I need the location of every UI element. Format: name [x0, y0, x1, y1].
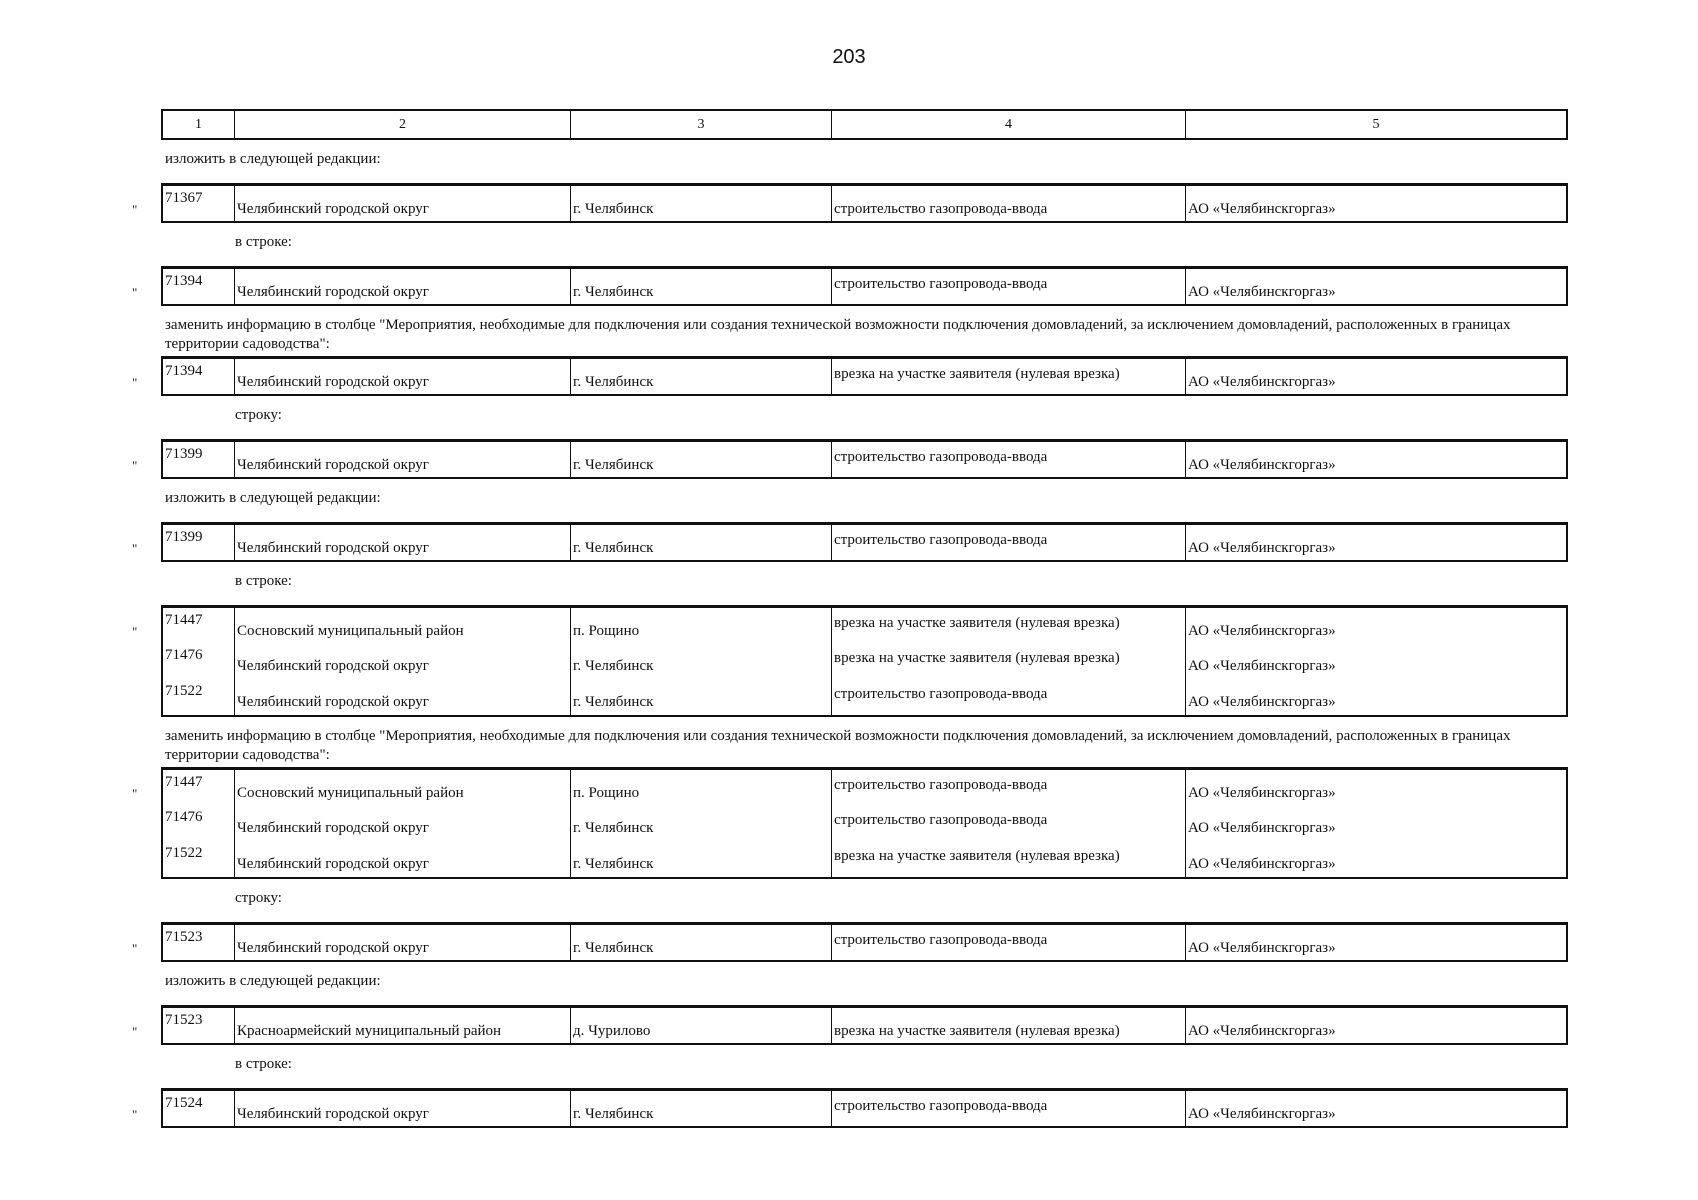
instruction-note: в строке: — [235, 1056, 292, 1072]
cell-district: Челябинский городской округ — [235, 925, 571, 960]
cell-measure: врезка на участке заявителя (нулевая врезка) — [832, 841, 1186, 877]
table-row — [163, 769, 1566, 805]
cell-locality: г. Челябинск — [571, 186, 832, 221]
amendment-table — [132, 1088, 1568, 1128]
table-row — [163, 1090, 1566, 1126]
instruction-note: изложить в следующей редакции: — [165, 490, 381, 506]
cell-locality: г. Челябинск — [571, 1091, 832, 1126]
cell-district: Сосновский муниципальный район — [235, 770, 571, 805]
quote-mark: " — [132, 624, 138, 639]
quote-mark: " — [132, 375, 138, 390]
cell-district: Челябинский городской округ — [235, 643, 571, 679]
table-row — [163, 524, 1566, 560]
column-header-2: 2 — [235, 111, 571, 138]
instruction-note: изложить в следующей редакции: — [165, 151, 381, 167]
cell-measure: врезка на участке заявителя (нулевая врезка) — [832, 608, 1186, 643]
cell-organization: АО «Челябинскгоргаз» — [1188, 1023, 1336, 1039]
cell-organization: АО «Челябинскгоргаз» — [1188, 201, 1336, 217]
amendment-table — [132, 1005, 1568, 1045]
page-number: 203 — [832, 46, 866, 68]
cell-locality: д. Чурилово — [571, 1008, 832, 1043]
column-header-5: 5 — [1372, 116, 1380, 132]
quote-mark: " — [132, 541, 138, 556]
quote-mark: " — [132, 786, 138, 801]
quote-mark: " — [132, 1107, 138, 1122]
cell-measure: строительство газопровода-ввода — [832, 186, 1186, 221]
instruction-note: заменить информацию в столбце "Мероприятия, необходимые для подключения или создания технической возможности подключения домовладений, за исключением домовладений, расположенных в границах территории садоводства": — [165, 317, 1511, 352]
cell-measure: строительство газопровода-ввода — [832, 925, 1186, 960]
cell-row-id: 71399 — [163, 442, 235, 477]
amendment-table — [132, 439, 1568, 479]
cell-measure: строительство газопровода-ввода — [832, 269, 1186, 304]
cell-row-id: 71476 — [163, 805, 235, 841]
table-row — [163, 268, 1566, 304]
cell-organization: АО «Челябинскгоргаз» — [1188, 694, 1336, 710]
table-row — [163, 924, 1566, 960]
instruction-note: строку: — [235, 407, 282, 423]
cell-district: Челябинский городской округ — [235, 186, 571, 221]
table-row — [163, 841, 1566, 877]
amendment-table — [132, 605, 1568, 717]
cell-locality: г. Челябинск — [571, 359, 832, 394]
cell-organization: АО «Челябинскгоргаз» — [1188, 940, 1336, 956]
amendment-table — [132, 183, 1568, 223]
cell-row-id: 71476 — [163, 643, 235, 679]
amendment-table — [132, 922, 1568, 962]
cell-row-id: 71522 — [163, 841, 235, 877]
amendment-table — [132, 522, 1568, 562]
cell-locality: г. Челябинск — [571, 525, 832, 560]
cell-row-id: 71447 — [163, 608, 235, 643]
cell-measure: врезка на участке заявителя (нулевая врезка) — [832, 1008, 1186, 1043]
table-row — [163, 805, 1566, 841]
cell-measure: врезка на участке заявителя (нулевая врезка) — [832, 643, 1186, 679]
cell-district: Челябинский городской округ — [235, 269, 571, 304]
amendment-table — [132, 266, 1568, 306]
cell-locality: г. Челябинск — [571, 679, 832, 715]
cell-organization: АО «Челябинскгоргаз» — [1188, 623, 1336, 639]
amendment-blocks — [0, 150, 1698, 1138]
cell-measure: строительство газопровода-ввода — [832, 1091, 1186, 1126]
cell-row-id: 71394 — [163, 269, 235, 304]
cell-row-id: 71394 — [163, 359, 235, 394]
column-header-4: 4 — [832, 111, 1186, 138]
cell-district: Челябинский городской округ — [235, 1091, 571, 1126]
instruction-note: изложить в следующей редакции: — [165, 973, 381, 989]
amendment-table — [132, 767, 1568, 879]
cell-locality: г. Челябинск — [571, 643, 832, 679]
quote-mark: " — [132, 941, 138, 956]
cell-row-id: 71524 — [163, 1091, 235, 1126]
cell-locality: г. Челябинск — [571, 841, 832, 877]
table-row — [163, 441, 1566, 477]
amendment-table — [132, 356, 1568, 396]
cell-measure: строительство газопровода-ввода — [832, 679, 1186, 715]
instruction-note: заменить информацию в столбце "Мероприятия, необходимые для подключения или создания технической возможности подключения домовладений, за исключением домовладений, расположенных в границах территории садоводства": — [165, 728, 1511, 763]
cell-organization: АО «Челябинскгоргаз» — [1188, 374, 1336, 390]
cell-measure: строительство газопровода-ввода — [832, 525, 1186, 560]
table-row — [163, 607, 1566, 643]
cell-locality: г. Челябинск — [571, 442, 832, 477]
cell-organization: АО «Челябинскгоргаз» — [1188, 820, 1336, 836]
cell-organization: АО «Челябинскгоргаз» — [1188, 540, 1336, 556]
cell-locality: г. Челябинск — [571, 269, 832, 304]
cell-district: Челябинский городской округ — [235, 359, 571, 394]
cell-measure: врезка на участке заявителя (нулевая врезка) — [832, 359, 1186, 394]
cell-organization: АО «Челябинскгоргаз» — [1188, 457, 1336, 473]
quote-mark: " — [132, 285, 138, 300]
cell-locality: п. Рощино — [571, 608, 832, 643]
cell-locality: г. Челябинск — [571, 805, 832, 841]
cell-district: Красноармейский муниципальный район — [235, 1008, 571, 1043]
cell-measure: строительство газопровода-ввода — [832, 805, 1186, 841]
quote-mark: " — [132, 202, 138, 217]
instruction-note: в строке: — [235, 234, 292, 250]
cell-row-id: 71447 — [163, 770, 235, 805]
cell-locality: п. Рощино — [571, 770, 832, 805]
cell-district: Челябинский городской округ — [235, 679, 571, 715]
cell-row-id: 71523 — [163, 1008, 235, 1043]
instruction-note: в строке: — [235, 573, 292, 589]
quote-mark: " — [132, 458, 138, 473]
instruction-note: строку: — [235, 890, 282, 906]
cell-district: Челябинский городской округ — [235, 442, 571, 477]
table-row — [163, 185, 1566, 221]
cell-organization: АО «Челябинскгоргаз» — [1188, 1106, 1336, 1122]
cell-district: Челябинский городской округ — [235, 805, 571, 841]
cell-organization: АО «Челябинскгоргаз» — [1188, 658, 1336, 674]
cell-district: Челябинский городской округ — [235, 525, 571, 560]
table-row — [163, 1007, 1566, 1043]
cell-district: Сосновский муниципальный район — [235, 608, 571, 643]
quote-mark: " — [132, 1024, 138, 1039]
column-header-1: 1 — [163, 111, 235, 138]
cell-locality: г. Челябинск — [571, 925, 832, 960]
column-header-row — [161, 109, 1568, 140]
cell-measure: строительство газопровода-ввода — [832, 442, 1186, 477]
cell-organization: АО «Челябинскгоргаз» — [1188, 856, 1336, 872]
column-header-3: 3 — [571, 111, 832, 138]
table-row — [163, 358, 1566, 394]
cell-district: Челябинский городской округ — [235, 841, 571, 877]
cell-row-id: 71522 — [163, 679, 235, 715]
cell-row-id: 71399 — [163, 525, 235, 560]
cell-row-id: 71523 — [163, 925, 235, 960]
cell-organization: АО «Челябинскгоргаз» — [1188, 284, 1336, 300]
table-row — [163, 679, 1566, 715]
cell-row-id: 71367 — [163, 186, 235, 221]
cell-organization: АО «Челябинскгоргаз» — [1188, 785, 1336, 801]
table-row — [163, 643, 1566, 679]
cell-measure: строительство газопровода-ввода — [832, 770, 1186, 805]
